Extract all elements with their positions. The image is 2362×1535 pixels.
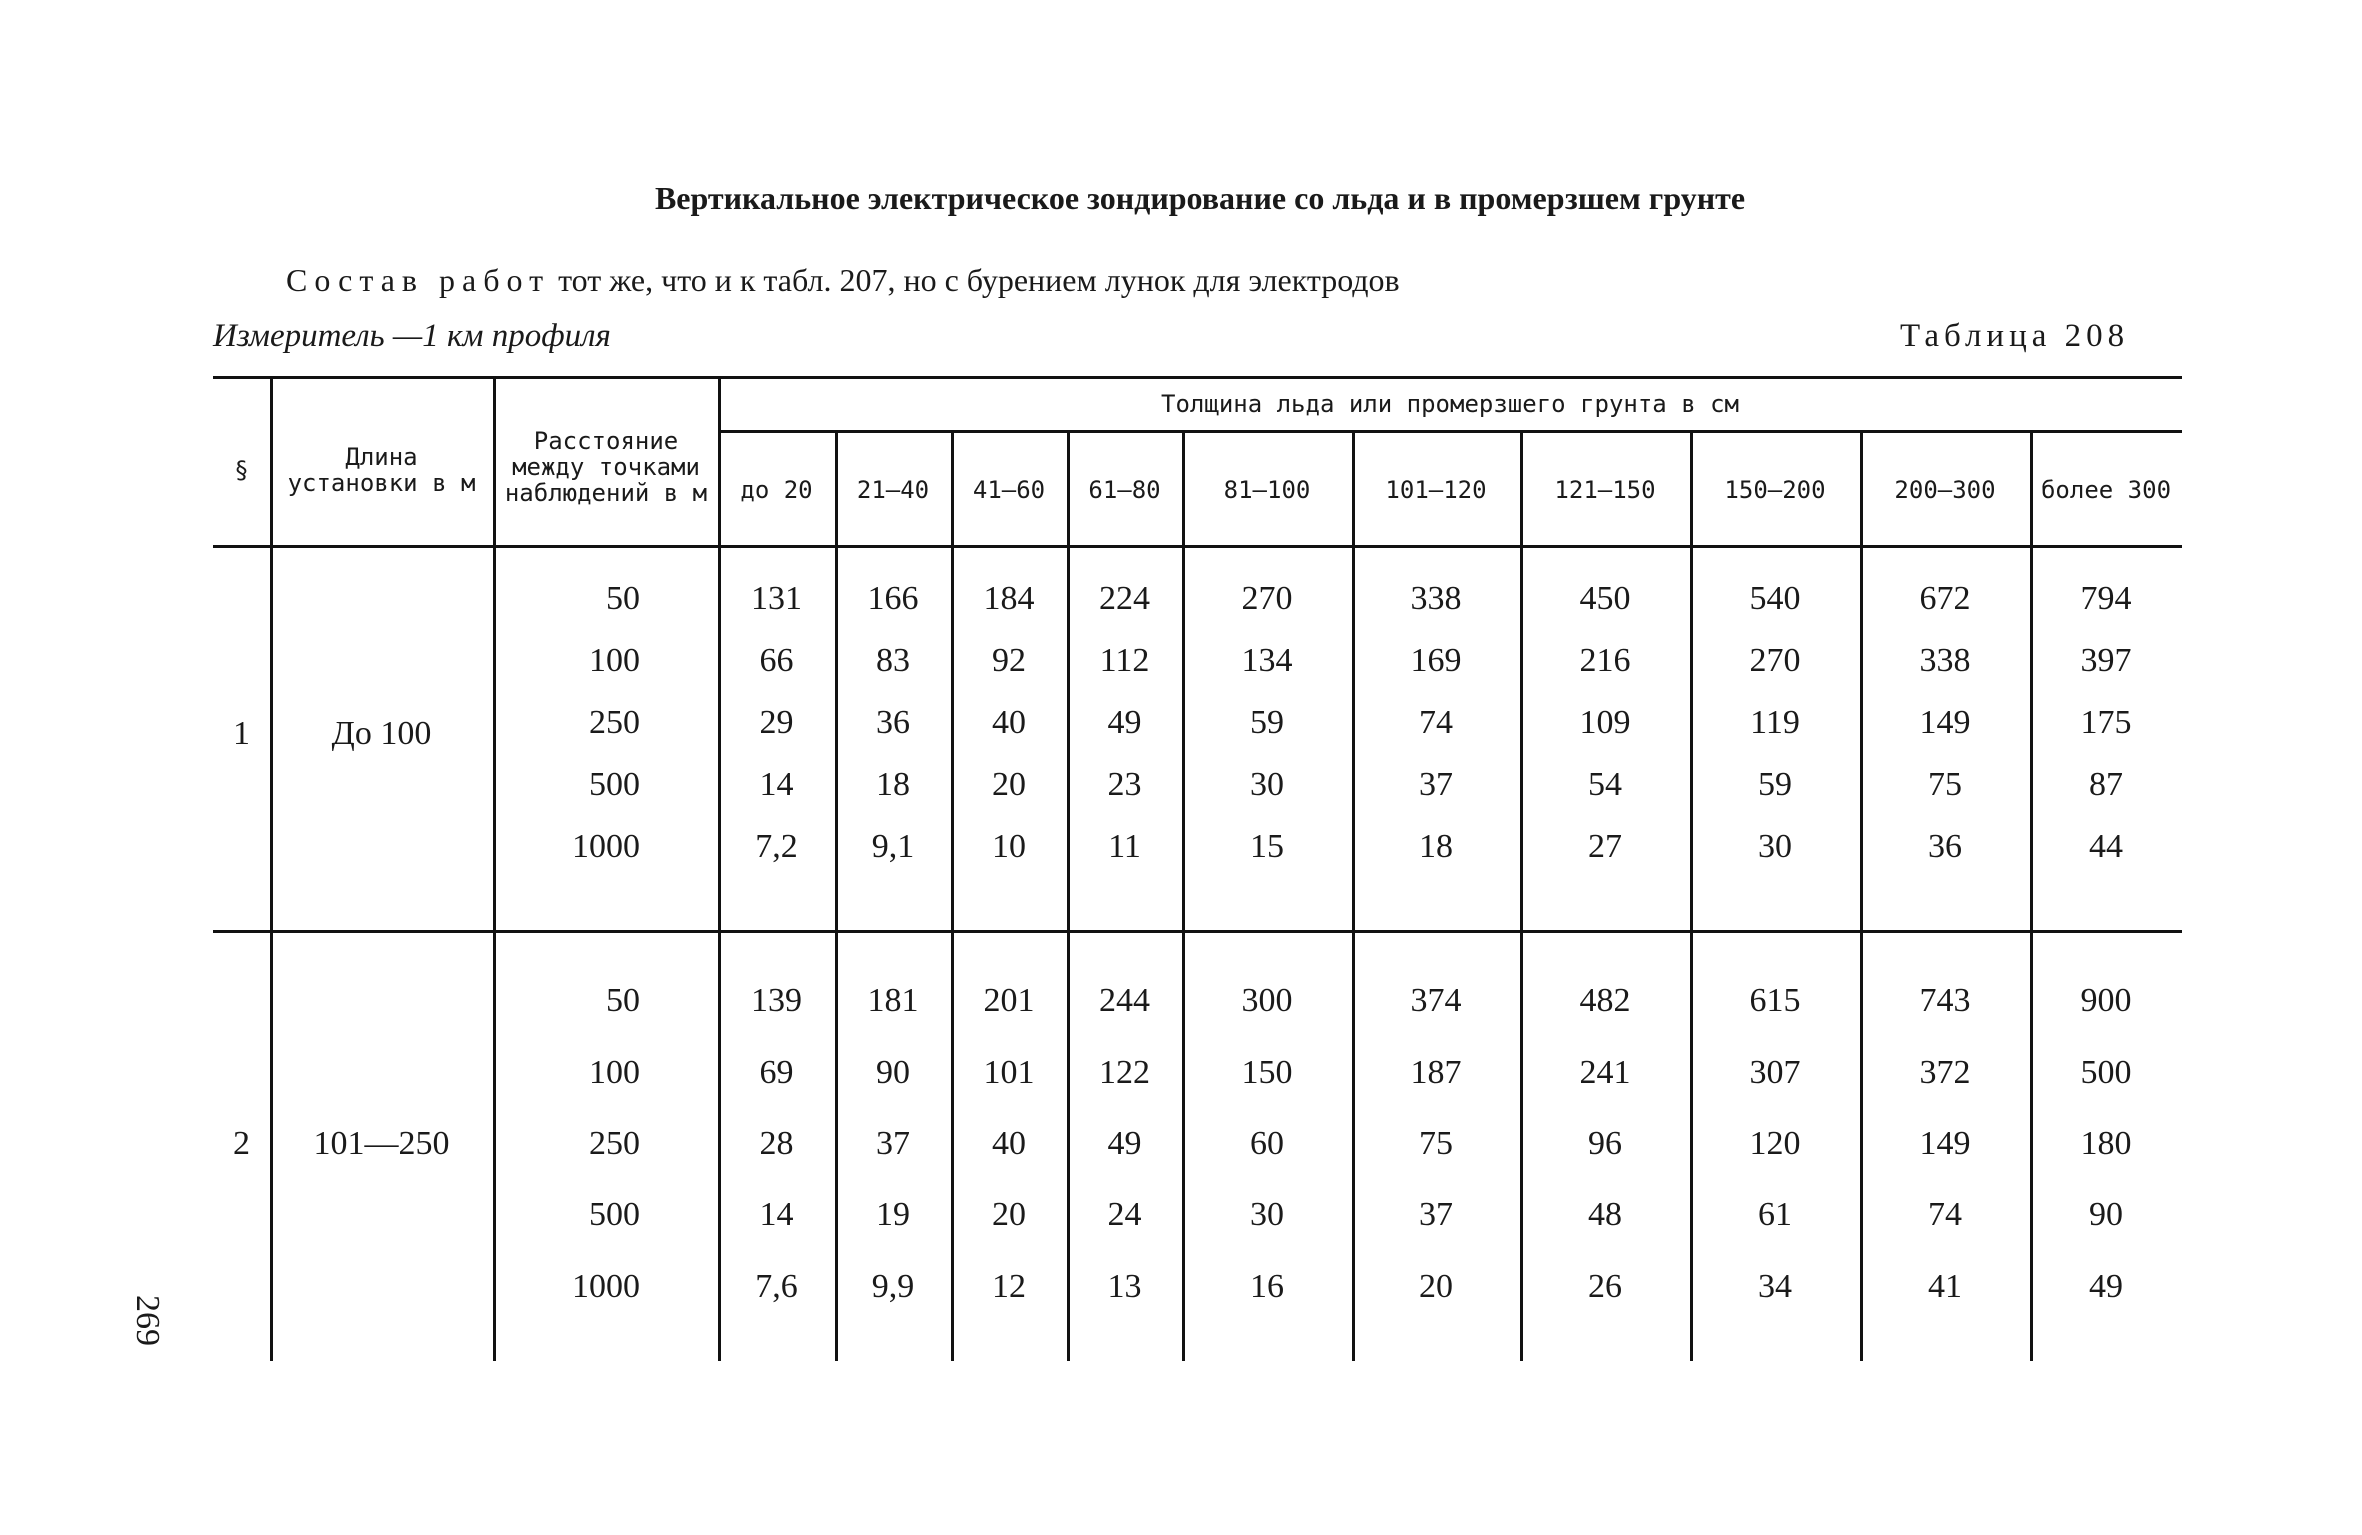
table-cell: 122	[1099, 1054, 1150, 1091]
table-cell: 29	[759, 704, 794, 741]
header-bottom-rule	[213, 545, 2182, 548]
table-cell: 181	[867, 982, 919, 1019]
table-cell: 66	[759, 642, 794, 679]
table-cell: 96	[1588, 1125, 1622, 1162]
table-cell: 7,6	[755, 1268, 798, 1305]
table-cell: 92	[992, 642, 1026, 679]
table-cell: 30	[1250, 1196, 1284, 1233]
header-range: 21—40	[856, 476, 930, 504]
table-cell: 37	[1419, 1196, 1453, 1233]
distance-cell: 100	[589, 642, 640, 679]
table-cell: 44	[2089, 828, 2123, 865]
table-cell: 372	[1919, 1054, 1971, 1091]
table-cell: 112	[1099, 642, 1150, 679]
table-cell: 187	[1410, 1054, 1462, 1091]
table-cell: 20	[992, 766, 1026, 803]
table-cell: 27	[1588, 828, 1622, 865]
page-title: Вертикальное электрическое зондирование со льда и в промерзшем грунте	[654, 180, 1746, 216]
table-cell: 59	[1758, 766, 1792, 803]
table-cell: 75	[1928, 766, 1962, 803]
table-cell: 149	[1919, 1125, 1971, 1162]
header-length: Длина установки в м	[287, 443, 476, 497]
table-cell: 20	[1419, 1268, 1453, 1305]
distance-cell: 1000	[572, 828, 640, 865]
header-range: 61—80	[1088, 476, 1161, 504]
table-cell: 374	[1410, 982, 1462, 1019]
table-cell: 37	[876, 1125, 910, 1162]
section-index: 2	[233, 1125, 250, 1162]
table-cell: 743	[1919, 982, 1971, 1019]
section-divider-rule	[213, 930, 2182, 933]
table-cell: 338	[1410, 580, 1462, 617]
table-cell: 40	[992, 704, 1026, 741]
table-cell: 244	[1099, 982, 1150, 1019]
table-cell: 26	[1588, 1268, 1622, 1305]
table-cell: 83	[876, 642, 910, 679]
table-cell: 150	[1241, 1054, 1293, 1091]
table-cell: 16	[1250, 1268, 1284, 1305]
table-cell: 14	[759, 766, 794, 803]
table-cell: 169	[1410, 642, 1462, 679]
table-cell: 30	[1250, 766, 1284, 803]
table-cell: 23	[1107, 766, 1142, 803]
header-range: 101—120	[1385, 476, 1487, 504]
table-cell: 49	[2089, 1268, 2123, 1305]
table-cell: 18	[1419, 828, 1453, 865]
page-number: 269	[129, 1295, 166, 1346]
distance-cell: 250	[589, 704, 640, 741]
table-cell: 270	[1749, 642, 1801, 679]
table-cell: 900	[2080, 982, 2132, 1019]
table-cell: 20	[992, 1196, 1026, 1233]
header-range: до 20	[740, 476, 813, 504]
header-index: §	[234, 456, 249, 484]
table-cell: 41	[1928, 1268, 1962, 1305]
table-cell: 175	[2080, 704, 2132, 741]
distance-cell: 100	[589, 1054, 640, 1091]
table-label: Таблица 208	[1900, 318, 2130, 354]
table-top-rule	[213, 376, 2182, 379]
column-rule	[270, 376, 273, 1361]
table-cell: 397	[2080, 642, 2132, 679]
table-cell: 307	[1749, 1054, 1801, 1091]
table-cell: 241	[1579, 1054, 1631, 1091]
table-cell: 34	[1758, 1268, 1792, 1305]
table-cell: 149	[1919, 704, 1971, 741]
table-cell: 36	[876, 704, 910, 741]
table-cell: 482	[1579, 982, 1631, 1019]
table-cell: 18	[876, 766, 910, 803]
table-cell: 48	[1588, 1196, 1622, 1233]
table-cell: 101	[983, 1054, 1035, 1091]
table-cell: 7,2	[755, 828, 798, 865]
distance-cell: 250	[589, 1125, 640, 1162]
unit-label: Измеритель —1 км профиля	[213, 318, 611, 354]
table-cell: 794	[2080, 580, 2132, 617]
header-range: 41—60	[972, 476, 1046, 504]
table-cell: 300	[1241, 982, 1293, 1019]
table-cell: 74	[1419, 704, 1453, 741]
header-range: 81—100	[1223, 476, 1311, 504]
table-cell: 28	[759, 1125, 794, 1162]
table-cell: 540	[1749, 580, 1801, 617]
table-cell: 30	[1758, 828, 1792, 865]
table-cell: 90	[876, 1054, 910, 1091]
table-cell: 500	[2080, 1054, 2132, 1091]
table-cell: 19	[876, 1196, 910, 1233]
table-cell: 75	[1419, 1125, 1453, 1162]
header-thickness-group: Толщина льда или промерзшего грунта в см	[1161, 390, 1739, 418]
table-cell: 61	[1758, 1196, 1792, 1233]
table-cell: 109	[1579, 704, 1631, 741]
table-cell: 10	[992, 828, 1026, 865]
table-cell: 36	[1928, 828, 1962, 865]
intro-rest: тот же, что и к табл. 207, но с бурением лунок для электродов	[558, 262, 1400, 298]
section-length: 101—250	[313, 1125, 450, 1162]
table-cell: 9,9	[871, 1268, 915, 1305]
table-cell: 216	[1579, 642, 1631, 679]
table-cell: 450	[1579, 580, 1631, 617]
distance-cell: 50	[606, 580, 640, 617]
table-cell: 672	[1919, 580, 1971, 617]
table-cell: 119	[1750, 704, 1800, 741]
table-cell: 15	[1250, 828, 1284, 865]
table-cell: 59	[1250, 704, 1284, 741]
table-cell: 24	[1107, 1196, 1142, 1233]
table-cell: 184	[983, 580, 1035, 617]
header-range: более 300	[2040, 476, 2172, 504]
table-cell: 49	[1107, 704, 1142, 741]
header-range: 150—200	[1724, 476, 1826, 504]
table-cell: 87	[2089, 766, 2123, 803]
column-rule	[493, 376, 496, 1361]
table-cell: 13	[1107, 1268, 1142, 1305]
table-cell: 37	[1419, 766, 1453, 803]
distance-cell: 500	[589, 1196, 640, 1233]
table-cell: 139	[751, 982, 802, 1019]
table-cell: 60	[1250, 1125, 1284, 1162]
header-distance: Расстояние между точками наблюдений в м	[504, 427, 708, 507]
table-cell: 180	[2080, 1125, 2132, 1162]
table-cell: 69	[759, 1054, 794, 1091]
header-range: 121—150	[1554, 476, 1656, 504]
table-cell: 201	[983, 982, 1035, 1019]
table-cell: 224	[1099, 580, 1150, 617]
table-cell: 74	[1928, 1196, 1962, 1233]
table-cell: 40	[992, 1125, 1026, 1162]
table-cell: 14	[759, 1196, 794, 1233]
section-length: До 100	[331, 715, 432, 752]
table-cell: 90	[2089, 1196, 2123, 1233]
table-cell: 338	[1919, 642, 1971, 679]
table-cell: 134	[1241, 642, 1293, 679]
table-cell: 166	[867, 580, 919, 617]
table-cell: 120	[1749, 1125, 1801, 1162]
section-index: 1	[233, 715, 250, 752]
table-cell: 9,1	[871, 828, 915, 865]
group-header-rule	[718, 430, 2182, 433]
distance-cell: 500	[589, 766, 640, 803]
table-cell: 11	[1108, 828, 1141, 865]
distance-cell: 50	[606, 982, 640, 1019]
distance-cell: 1000	[572, 1268, 640, 1305]
table-cell: 49	[1107, 1125, 1142, 1162]
table-cell: 12	[992, 1268, 1026, 1305]
table-cell: 270	[1241, 580, 1293, 617]
header-range: 200—300	[1894, 476, 1996, 504]
table-cell: 54	[1588, 766, 1622, 803]
intro-lead: Состав работ	[286, 262, 551, 298]
table-cell: 615	[1749, 982, 1801, 1019]
table-cell: 131	[751, 580, 802, 617]
